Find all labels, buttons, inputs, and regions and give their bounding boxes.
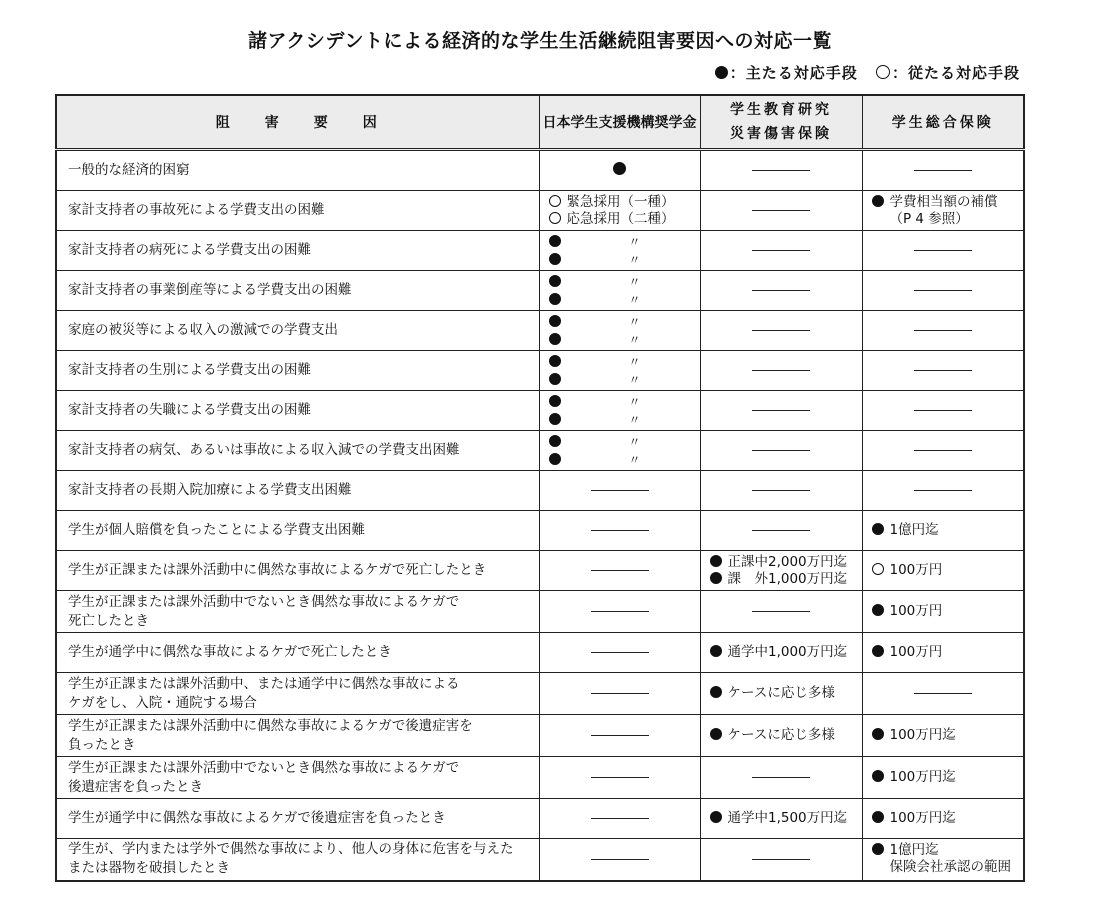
factor-label: 学生が通学中に偶然な事故によるケガで死亡したとき (56, 633, 539, 673)
gakken-insurance-cell (700, 231, 862, 271)
ditto-item: 〃 (549, 433, 700, 451)
measure-item: 100万円迄 (872, 769, 1024, 786)
filled-circle-icon (549, 435, 561, 447)
filled-circle-icon (872, 843, 884, 855)
table-row (56, 150, 1024, 191)
filled-circle-icon (549, 315, 561, 327)
ditto-item: 〃 (549, 251, 700, 269)
none-dash (752, 777, 810, 778)
table-row (56, 471, 1024, 511)
gakken-insurance-cell (700, 431, 862, 471)
none-dash (752, 530, 810, 531)
general-insurance-cell (862, 431, 1024, 471)
gakken-insurance-cell (700, 391, 862, 431)
none-dash (752, 170, 810, 171)
header-general-insurance: 学生総合保険 (862, 95, 1024, 150)
jasso-cell (539, 471, 700, 511)
gakken-insurance-cell (700, 551, 862, 591)
ditto-item: 〃 (549, 393, 700, 411)
none-dash (914, 370, 972, 371)
factor-label: 家計支持者の病気、あるいは事故による収入減での学費支出困難 (56, 431, 539, 471)
jasso-cell (539, 757, 700, 799)
table-row (56, 271, 1024, 311)
factor-label: 学生が正課または課外活動中に偶然な事故によるケガで後遺症害を 負ったとき (56, 715, 539, 757)
header-factor: 阻 害 要 因 (56, 95, 539, 150)
filled-circle-icon (872, 728, 884, 740)
legend-main: ：主たる対応手段 (715, 64, 858, 82)
table-row (56, 311, 1024, 351)
factor-label: 家計支持者の生別による学費支出の困難 (56, 351, 539, 391)
filled-circle-icon (710, 572, 722, 584)
general-insurance-cell (862, 191, 1024, 231)
filled-circle-icon (549, 275, 561, 287)
filled-circle-icon (872, 645, 884, 657)
measure-item: 100万円 (872, 562, 1024, 579)
none-dash (591, 818, 649, 819)
jasso-cell (539, 673, 700, 715)
none-dash (914, 330, 972, 331)
gakken-insurance-cell (700, 799, 862, 839)
factor-label: 学生が正課または課外活動中でないとき偶然な事故によるケガで 死亡したとき (56, 591, 539, 633)
factor-label: 家計支持者の事業倒産等による学費支出の困難 (56, 271, 539, 311)
none-dash (752, 410, 810, 411)
measure-item: 1億円迄 (872, 522, 1024, 539)
factor-label: 一般的な経済的困窮 (56, 150, 539, 191)
measure-item: 学費相当額の補償 (872, 194, 1024, 211)
gakken-insurance-cell (700, 351, 862, 391)
jasso-cell (539, 551, 700, 591)
gakken-insurance-cell (700, 757, 862, 799)
none-dash (914, 450, 972, 451)
factor-label: 家庭の被災等による収入の激減での学費支出 (56, 311, 539, 351)
filled-circle-icon (872, 811, 884, 823)
filled-circle-icon (549, 293, 561, 305)
jasso-cell (539, 391, 700, 431)
jasso-cell (539, 351, 700, 391)
general-insurance-cell (862, 715, 1024, 757)
ditto-item: 〃 (549, 233, 700, 251)
none-dash (914, 693, 972, 694)
filled-circle-icon (549, 413, 561, 425)
legend-sub: ：従たる対応手段 (876, 64, 1020, 82)
filled-circle-icon (872, 523, 884, 535)
none-dash (591, 693, 649, 694)
none-dash (752, 290, 810, 291)
ditto-item: 〃 (549, 291, 700, 309)
measure-item: 100万円 (872, 644, 1024, 661)
general-insurance-cell (862, 673, 1024, 715)
none-dash (752, 210, 810, 211)
none-dash (591, 490, 649, 491)
gakken-insurance-cell (700, 511, 862, 551)
none-dash (914, 250, 972, 251)
none-dash (752, 859, 810, 860)
table-row (56, 191, 1024, 231)
jasso-cell (539, 633, 700, 673)
page-title: 諸アクシデントによる経済的な学生生活継続阻害要因への対応一覧 (247, 30, 833, 52)
none-dash (914, 410, 972, 411)
measure-item: 緊急採用（一種） (549, 194, 700, 211)
gakken-insurance-cell (700, 271, 862, 311)
gakken-insurance-cell (700, 471, 862, 511)
general-insurance-cell (862, 351, 1024, 391)
gakken-insurance-cell (700, 673, 862, 715)
gakken-insurance-cell (700, 633, 862, 673)
jasso-cell (539, 799, 700, 839)
table-row (56, 715, 1024, 757)
general-insurance-cell (862, 799, 1024, 839)
none-dash (752, 450, 810, 451)
general-insurance-cell (862, 391, 1024, 431)
none-dash (591, 611, 649, 612)
none-dash (752, 490, 810, 491)
filled-circle-icon (710, 686, 722, 698)
ditto-item: 〃 (549, 313, 700, 331)
jasso-cell (539, 231, 700, 271)
header-gakken-insurance: 学生教育研究 災害傷害保険 (700, 95, 862, 150)
table-header-row (56, 95, 1024, 150)
factor-label: 家計支持者の事故死による学費支出の困難 (56, 191, 539, 231)
table-row (56, 391, 1024, 431)
filled-circle-icon (872, 604, 884, 616)
general-insurance-cell (862, 150, 1024, 191)
table-row (56, 431, 1024, 471)
none-dash (914, 170, 972, 171)
measure-item: 100万円迄 (872, 727, 1024, 744)
legend (703, 62, 1020, 83)
measure-item: 100万円 (872, 603, 1024, 620)
open-circle-icon (876, 65, 890, 79)
open-circle-icon (549, 212, 561, 224)
none-dash (914, 290, 972, 291)
factor-label: 学生が、学内または学外で偶然な事故により、他人の身体に危害を与えた または器物を破損したとき (56, 839, 539, 881)
measure-item: ケースに応じ多様 (710, 685, 862, 702)
general-insurance-cell (862, 551, 1024, 591)
general-insurance-cell (862, 591, 1024, 633)
factor-label: 家計支持者の失職による学費支出の困難 (56, 391, 539, 431)
measure-item: （P 4 参照） (889, 210, 969, 227)
table-row (56, 799, 1024, 839)
none-dash (752, 330, 810, 331)
gakken-insurance-cell (700, 311, 862, 351)
none-dash (591, 652, 649, 653)
table-row (56, 511, 1024, 551)
filled-circle-icon (549, 395, 561, 407)
gakken-insurance-cell (700, 839, 862, 881)
measure-item: 通学中1,000万円迄 (710, 644, 862, 661)
factor-label: 学生が正課または課外活動中でないとき偶然な事故によるケガで 後遺症害を負ったとき (56, 757, 539, 799)
measure-item: ケースに応じ多様 (710, 727, 862, 744)
table-row (56, 757, 1024, 799)
none-dash (591, 777, 649, 778)
none-dash (591, 570, 649, 571)
none-dash (591, 859, 649, 860)
none-dash (752, 370, 810, 371)
measure-item: 課 外1,000万円迄 (710, 571, 862, 588)
gakken-insurance-cell (700, 191, 862, 231)
ditto-item: 〃 (549, 273, 700, 291)
filled-circle-icon (872, 195, 884, 207)
open-circle-icon (872, 563, 884, 575)
general-insurance-cell (862, 839, 1024, 881)
none-dash (591, 530, 649, 531)
measure-item: 正課中2,000万円迄 (710, 554, 862, 571)
gakken-insurance-cell (700, 591, 862, 633)
filled-circle-icon (872, 770, 884, 782)
general-insurance-cell (862, 231, 1024, 271)
header-jasso: 日本学生支援機構奨学金 (539, 95, 700, 150)
ditto-item: 〃 (549, 371, 700, 389)
table-row (56, 633, 1024, 673)
general-insurance-cell (862, 471, 1024, 511)
filled-circle-icon (710, 555, 722, 567)
none-dash (752, 250, 810, 251)
ditto-item: 〃 (549, 353, 700, 371)
general-insurance-cell (862, 311, 1024, 351)
filled-circle-icon (710, 645, 722, 657)
measure-item: 100万円迄 (872, 810, 1024, 827)
measure-item: 応急採用（二種） (549, 211, 700, 228)
gakken-insurance-cell (700, 715, 862, 757)
jasso-cell (539, 591, 700, 633)
jasso-cell (539, 311, 700, 351)
ditto-item: 〃 (549, 451, 700, 469)
factor-label: 学生が正課または課外活動中に偶然な事故によるケガで死亡したとき (56, 551, 539, 591)
gakken-insurance-cell (700, 150, 862, 191)
measure-item: 1億円迄 (872, 842, 1024, 859)
filled-circle-icon (549, 453, 561, 465)
table-row (56, 551, 1024, 591)
none-dash (591, 735, 649, 736)
factor-label: 学生が通学中に偶然な事故によるケガで後遺症害を負ったとき (56, 799, 539, 839)
table-row (56, 351, 1024, 391)
jasso-cell (539, 431, 700, 471)
ditto-item: 〃 (549, 331, 700, 349)
measures-table (55, 94, 1025, 882)
factor-label: 家計支持者の病死による学費支出の困難 (56, 231, 539, 271)
jasso-cell (539, 511, 700, 551)
general-insurance-cell (862, 511, 1024, 551)
table-row (56, 673, 1024, 715)
filled-circle-icon (549, 355, 561, 367)
jasso-cell (539, 150, 700, 191)
table-row (56, 839, 1024, 881)
filled-circle-icon (549, 373, 561, 385)
general-insurance-cell (862, 757, 1024, 799)
filled-circle-icon (549, 253, 561, 265)
jasso-cell (539, 715, 700, 757)
table-row (56, 591, 1024, 633)
filled-circle-icon (710, 811, 722, 823)
filled-circle-icon (715, 66, 728, 79)
factor-label: 家計支持者の長期入院加療による学費支出困難 (56, 471, 539, 511)
table-row (56, 231, 1024, 271)
measure-item: 通学中1,500万円迄 (710, 810, 862, 827)
ditto-item: 〃 (549, 411, 700, 429)
jasso-cell (539, 191, 700, 231)
open-circle-icon (549, 195, 561, 207)
general-insurance-cell (862, 271, 1024, 311)
none-dash (752, 611, 810, 612)
general-insurance-cell (862, 633, 1024, 673)
factor-label: 学生が個人賠償を負ったことによる学費支出困難 (56, 511, 539, 551)
filled-circle-icon (710, 728, 722, 740)
filled-circle-icon (549, 235, 561, 247)
factor-label: 学生が正課または課外活動中、または通学中に偶然な事故による ケガをし、入院・通院する場合 (56, 673, 539, 715)
jasso-cell (539, 839, 700, 881)
filled-circle-icon (549, 333, 561, 345)
jasso-cell (539, 271, 700, 311)
filled-circle-icon (613, 162, 626, 175)
none-dash (914, 490, 972, 491)
measure-item: 保険会社承認の範囲 (889, 859, 1011, 876)
